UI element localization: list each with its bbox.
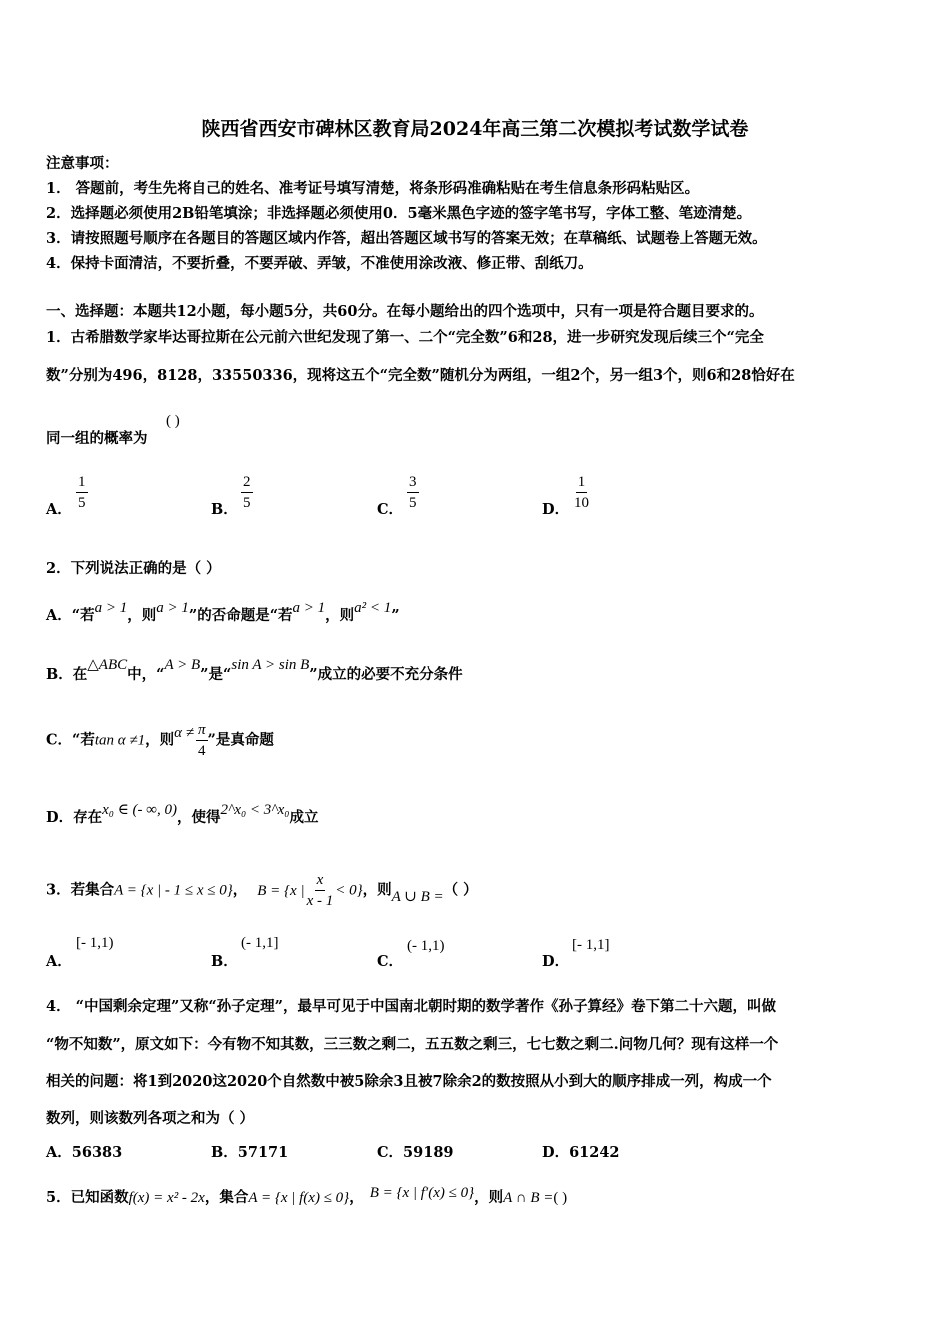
q2-b-label: B． [46, 666, 73, 683]
q2-a-text-1: “若 [71, 607, 95, 624]
exam-title: 陕西省西安市碑林区教育局2024年高三第二次模拟考试数学试卷 [201, 118, 749, 140]
q3-option-b-value: (- 1,1] [241, 935, 279, 951]
q1-option-d-fraction [572, 472, 591, 513]
q1-option-b-den: 5 [243, 495, 251, 511]
q3-union: A ∪ B = [391, 888, 444, 905]
q2-c-four: 4 [198, 743, 206, 759]
q2-d-text-1: 存在 [73, 809, 103, 826]
q2-d-text-3: 成立 [289, 809, 319, 826]
q4-option-c-label: C． [377, 1144, 404, 1161]
q2-b-math-3: sin A > sin B [231, 657, 310, 673]
q1-option-b-fraction [241, 472, 253, 513]
q2-option-c [46, 720, 274, 761]
q3-set-b-pre: B = {x | [257, 882, 305, 899]
q5-function: f(x) = x² - 2x [128, 1190, 205, 1206]
q2-c-text-1: “若 [72, 731, 95, 749]
q5-paren: ( ) [553, 1190, 568, 1206]
q4-line-2: “物不知数”，原文如下：今有物不知其数，三三数之剩二，五五数之剩三，七七数之剩二.问物几何？现有这样一个 [46, 1036, 779, 1053]
q5-text-2: ，集合 [204, 1189, 249, 1206]
q2-d-math-2: 2^x₀ < 3^x₀ [220, 802, 290, 818]
q4-option-b-value: 57171 [237, 1144, 289, 1161]
q2-a-math-2: a > 1 [156, 600, 189, 616]
q5-text-1: 5．已知函数 [46, 1189, 129, 1206]
q2-stem: 2．下列说法正确的是（ ） [46, 560, 221, 577]
q1-option-b-label: B． [211, 501, 238, 518]
q3-option-d-value: [- 1,1] [572, 937, 610, 953]
q2-c-text-2: ，则 [145, 731, 175, 749]
q2-b-text-2: 中，“ [127, 666, 165, 683]
q4-option-c-value: 59189 [403, 1144, 454, 1161]
q4-option-c [377, 1141, 454, 1162]
notice-item-2: 2．选择题必须使用2B铅笔填涂；非选择题必须使用0．5毫米黑色字迹的签字笔书写，字体工整、笔迹清楚。 [46, 205, 752, 222]
q2-c-math-1: tan α ≠1 [94, 732, 146, 749]
q1-option-c-fraction [407, 472, 419, 513]
q1-option-a-den: 5 [78, 495, 86, 511]
notice-heading: 注意事项： [46, 155, 119, 172]
q2-d-label: D． [46, 809, 74, 826]
q4-option-a [46, 1141, 122, 1162]
q1-line-1: 1．古希腊数学家毕达哥拉斯在公元前六世纪发现了第一、二个“完全数”6和28，进一步研究发现后续三个“完全 [46, 329, 764, 346]
q3-text-1: 3．若集合 [46, 881, 115, 899]
q3-text-2: ，则 [362, 881, 392, 899]
q2-a-math-1: a > 1 [94, 600, 128, 616]
q1-option-c-den: 5 [409, 495, 417, 511]
q5-set-a: A = {x | f(x) ≤ 0} [248, 1190, 350, 1206]
q5-set-b: B = {x | f′(x) ≤ 0} [369, 1185, 475, 1201]
q2-b-math-1: △ABC [87, 657, 128, 673]
q2-a-text-3: ”的否命题是“若 [188, 607, 293, 624]
q2-b-math-2: A > B [164, 657, 201, 673]
q3-set-b-post: < 0} [335, 882, 363, 899]
q3-paren: （ ） [443, 881, 478, 899]
q2-a-math-4: a² < 1 [354, 600, 392, 616]
q4-option-b-label: B． [211, 1144, 238, 1161]
q2-a-math-3: a > 1 [292, 600, 326, 616]
q2-a-label: A． [46, 607, 72, 624]
q2-c-label: C． [46, 731, 73, 749]
q1-option-d-den: 10 [574, 495, 589, 511]
q3-set-b-den: x - 1 [306, 893, 334, 909]
q4-option-a-label: A． [46, 1144, 72, 1161]
q1-option-a-fraction [76, 472, 88, 513]
q3-option-c-label: C． [377, 953, 404, 970]
q3-option-c-value: (- 1,1) [407, 938, 445, 954]
q2-a-text-5: ” [391, 607, 400, 624]
q2-option-b [46, 657, 463, 684]
q4-option-d-label: D． [542, 1144, 570, 1161]
q3-option-d-label: D． [542, 953, 570, 970]
q2-b-text-1: 在 [72, 666, 88, 683]
q2-c-text-3: ”是真命题 [207, 731, 274, 749]
q1-answer-paren: ( ) [166, 413, 180, 429]
q2-c-math-2a: α ≠ [174, 724, 195, 741]
q4-line-4: 数列，则该数列各项之和为（ ） [46, 1110, 255, 1127]
q5-stem [46, 1186, 567, 1207]
notice-item-3: 3．请按照题号顺序在各题目的答题区域内作答，超出答题区域书写的答案无效；在草稿纸、试题卷上答题无效。 [46, 230, 767, 247]
q4-line-1: 4． “中国剩余定理”又称“孙子定理”，最早可见于中国南北朝时期的数学著作《孙子算经》卷下第二十六题，叫做 [46, 998, 776, 1015]
q1-option-d-label: D． [542, 501, 570, 518]
q2-a-text-2: ，则 [127, 607, 157, 624]
q2-option-d [46, 802, 319, 827]
q1-line-2: 数”分别为496，8128，33550336，现将这五个“完全数”随机分为两组，一组2个，另一组3个，则6和28恰好在 [46, 367, 795, 384]
q1-option-c-num: 3 [407, 472, 419, 493]
q2-c-pi: π [196, 720, 208, 741]
q1-option-a-label: A． [46, 501, 72, 518]
q1-line-3: 同一组的概率为 [46, 430, 148, 447]
q1-option-a-num: 1 [76, 472, 88, 493]
q2-a-text-4: ，则 [325, 607, 355, 624]
q2-option-a [46, 600, 400, 625]
q2-b-text-4: ”成立的必要不充分条件 [309, 666, 463, 683]
q2-d-math-1: x₀ ∈ (- ∞, 0) [102, 802, 177, 818]
notice-item-1: 1． 答题前，考生先将自己的姓名、准考证号填写清楚，将条形码准确粘贴在考生信息条形码粘贴区。 [46, 180, 700, 197]
q4-option-a-value: 56383 [71, 1144, 123, 1161]
q4-line-3: 相关的问题：将1到2020这2020个自然数中被5除余3且被7除余2的数按照从小到大的顺序排成一列，构成一个 [46, 1073, 772, 1090]
q4-option-d-value: 61242 [569, 1144, 620, 1161]
q4-option-b [211, 1141, 288, 1162]
q5-text-3: ，则 [474, 1189, 504, 1206]
q1-option-b-num: 2 [241, 472, 253, 493]
q2-d-text-2: ，使得 [176, 809, 221, 826]
q1-option-c-label: C． [377, 501, 404, 518]
q3-option-a-value: [- 1,1) [76, 935, 114, 951]
q5-comma: ， [349, 1189, 364, 1206]
q1-option-d-num: 1 [576, 472, 588, 493]
q3-option-a-label: A． [46, 953, 72, 970]
q3-option-b-label: B． [211, 953, 238, 970]
notice-item-4: 4．保持卡面清洁，不要折叠，不要弄破、弄皱，不准使用涂改液、修正带、刮纸刀。 [46, 255, 593, 272]
q2-b-text-3: ”是“ [200, 666, 232, 683]
q5-intersection: A ∩ B = [503, 1190, 554, 1206]
section-heading: 一、选择题：本题共12小题，每小题5分，共60分。在每小题给出的四个选项中，只有一项是符合题目要求的。 [46, 303, 764, 320]
q3-set-b-num: x [315, 870, 326, 891]
q3-comma: ， [232, 881, 248, 899]
q3-stem [46, 870, 478, 911]
q4-option-d [542, 1141, 620, 1162]
q3-set-a: A = {x | - 1 ≤ x ≤ 0} [114, 882, 233, 899]
